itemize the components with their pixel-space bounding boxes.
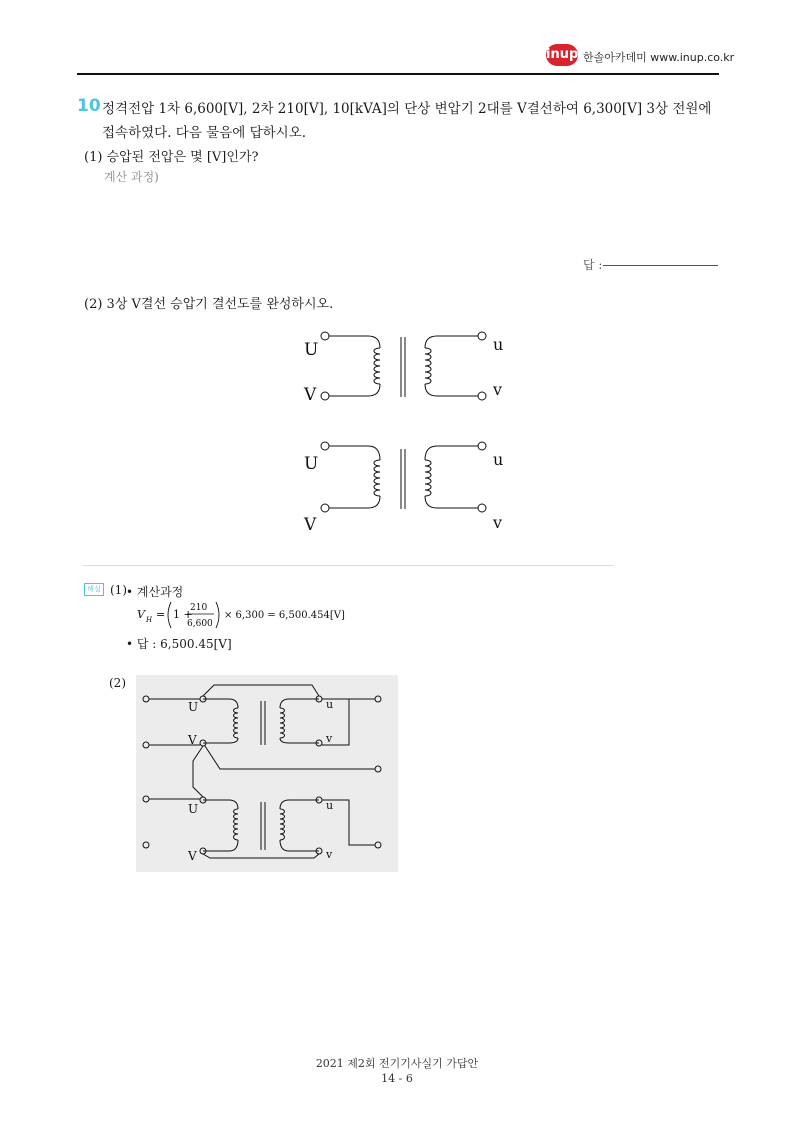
solution-icon: 해설 bbox=[84, 583, 104, 596]
question-number: 10 bbox=[77, 96, 101, 116]
svg-text:=: = bbox=[156, 608, 166, 621]
sol-label-u2: u bbox=[326, 799, 334, 812]
formula-tail: × 6,300 = 6,500.454[V] bbox=[224, 610, 345, 621]
formula-lhs-sub: H bbox=[146, 616, 153, 624]
label-U1: U bbox=[304, 340, 319, 360]
terminal-U2 bbox=[321, 442, 329, 450]
terminal-U1 bbox=[321, 332, 329, 340]
label-V1: V bbox=[304, 385, 317, 405]
label-U2: U bbox=[304, 454, 319, 474]
solution-part1-prefix: (1) bbox=[110, 583, 127, 597]
inup-logo: inup bbox=[546, 44, 578, 66]
solution-bullet-answer: • 답 : 6,500.45[V] bbox=[126, 637, 232, 651]
label-v2: v bbox=[493, 513, 503, 532]
formula-lhs: V bbox=[137, 608, 145, 621]
answer-label: 답 : bbox=[583, 258, 603, 272]
sol-label-U1: U bbox=[188, 700, 199, 714]
formula-numerator: 210 bbox=[190, 603, 208, 613]
label-u2: u bbox=[493, 450, 504, 469]
label-V2: V bbox=[304, 515, 317, 535]
footer-title: 2021 제2회 전기기사실기 가답안 bbox=[315, 1057, 479, 1070]
label-v1: v bbox=[493, 380, 503, 399]
sol-label-v2: v bbox=[326, 848, 333, 861]
terminal-u1 bbox=[478, 332, 486, 340]
sol-label-V2: V bbox=[188, 849, 197, 863]
terminal-v1 bbox=[478, 392, 486, 400]
brand-text: 한솔아카데미 www.inup.co.kr bbox=[583, 51, 735, 64]
label-u1: u bbox=[493, 335, 504, 354]
question-transformer-diagram bbox=[300, 325, 520, 540]
terminal-V1 bbox=[321, 392, 329, 400]
terminal-V2 bbox=[321, 504, 329, 512]
answer-line bbox=[603, 265, 718, 266]
question-text: 정격전압 1차 6,600[V], 2차 210[V], 10[kVA]의 단상 변압기 2대를 V결선하여 6,300[V] 3상 전원에 접속하였다. 다음 물음에 답하시오. bbox=[102, 101, 712, 141]
header-rule bbox=[77, 73, 719, 75]
solution-wiring-diagram bbox=[136, 675, 398, 872]
terminal-u2 bbox=[478, 442, 486, 450]
solution-part2-prefix: (2) bbox=[109, 676, 126, 690]
formula-denominator: 6,600 bbox=[187, 619, 213, 629]
calc-label: 계산 과정) bbox=[104, 170, 159, 184]
sol-label-u1: u bbox=[326, 698, 334, 711]
part1-question: (1) 승압된 전압은 몇 [V]인가? bbox=[84, 150, 259, 165]
footer-page-number: 14 - 6 bbox=[381, 1072, 413, 1085]
formula-one-plus: 1 + bbox=[173, 608, 193, 621]
part2-question: (2) 3상 V결선 승압기 결선도를 완성하시오. bbox=[84, 297, 334, 312]
solution-bullet-calc: • 계산과정 bbox=[126, 585, 184, 599]
sol-label-U2: U bbox=[188, 802, 199, 816]
sol-label-v1: v bbox=[326, 732, 333, 745]
solution-formula bbox=[135, 597, 345, 633]
section-divider bbox=[83, 565, 614, 566]
terminal-v2 bbox=[478, 504, 486, 512]
sol-label-V1: V bbox=[188, 733, 197, 747]
